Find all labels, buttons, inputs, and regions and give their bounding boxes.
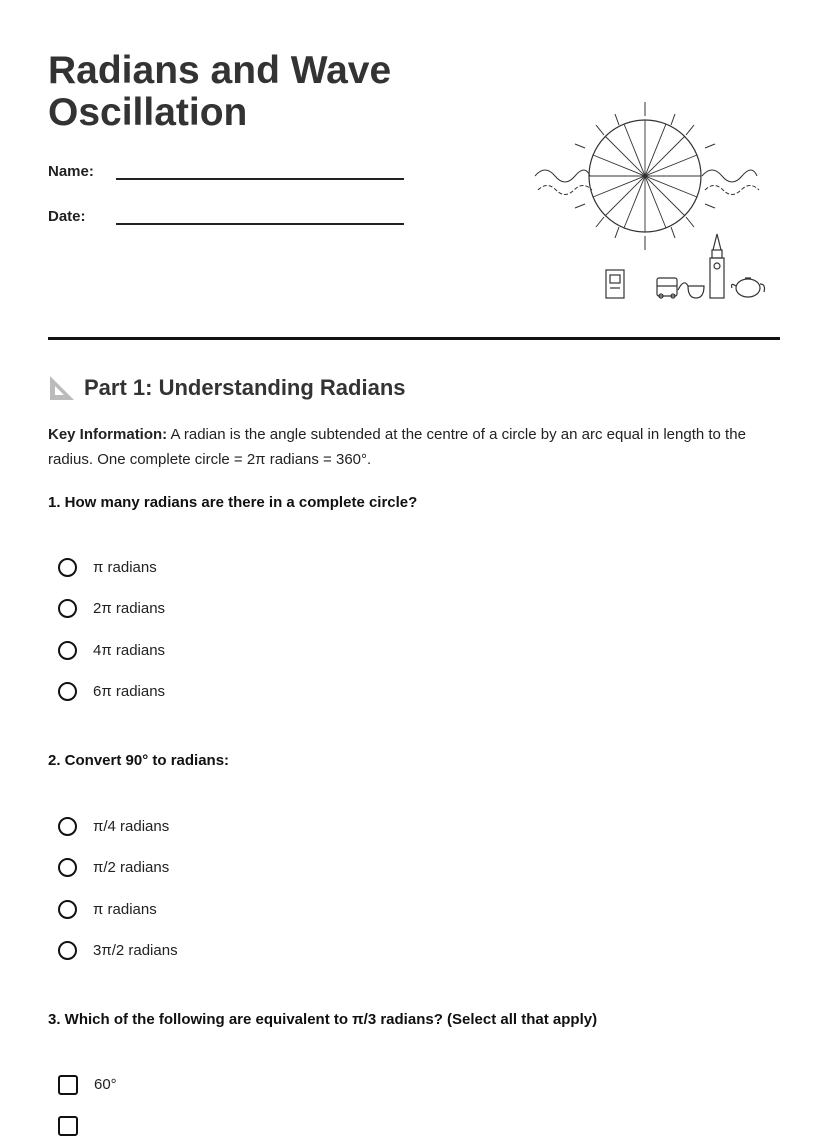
phone-box-icon	[606, 270, 624, 298]
checkbox[interactable]	[58, 1116, 78, 1136]
question-3-options	[58, 1064, 117, 1147]
worksheet-title: Radians and Wave Oscillation	[48, 49, 392, 134]
option-label: 60°	[94, 1076, 117, 1094]
option-q3-a[interactable]	[58, 1064, 117, 1105]
option-q2-c[interactable]	[58, 889, 178, 930]
option-label: 6π radians	[93, 683, 166, 701]
radio-button[interactable]	[58, 817, 77, 836]
key-information	[48, 422, 783, 472]
big-ben-icon	[710, 234, 724, 298]
part1-header	[48, 374, 406, 402]
checkbox[interactable]	[58, 1075, 78, 1095]
bus-icon	[657, 278, 677, 298]
radio-button[interactable]	[58, 900, 77, 919]
key-info-text: A radian is the angle subtended at the centre of a circle by an arc equal in length to the radius. One complete circle = 2π radians = 360°.	[48, 426, 746, 468]
option-label: π/2 radians	[93, 859, 170, 877]
date-field-row	[48, 205, 404, 225]
option-q2-b[interactable]	[58, 847, 178, 888]
option-label: 2π radians	[93, 600, 166, 618]
wheel-spokes	[589, 120, 701, 232]
option-q1-c[interactable]	[58, 630, 165, 671]
option-q1-a[interactable]	[58, 547, 165, 588]
option-label: π/4 radians	[93, 818, 170, 836]
header-divider	[48, 337, 780, 340]
radio-button[interactable]	[58, 941, 77, 960]
option-label: 3π/2 radians	[93, 942, 178, 960]
question-3: 3. Which of the following are equivalent to π/3 radians? (Select all that apply)	[48, 1011, 598, 1028]
radio-button[interactable]	[58, 599, 77, 618]
teapot-icon	[732, 278, 765, 297]
option-q2-a[interactable]	[58, 806, 178, 847]
set-square-icon	[48, 374, 76, 402]
radio-button[interactable]	[58, 558, 77, 577]
option-label: π radians	[93, 900, 157, 918]
ferris-wheel-illustration	[530, 100, 770, 305]
radio-button[interactable]	[58, 682, 77, 701]
name-field-row	[48, 160, 404, 180]
radio-button[interactable]	[58, 858, 77, 877]
name-input-line[interactable]	[116, 160, 404, 180]
option-label: π radians	[93, 559, 157, 577]
option-q2-d[interactable]	[58, 930, 178, 971]
option-q1-d[interactable]	[58, 671, 165, 712]
key-info-label: Key Information:	[48, 426, 168, 443]
radio-button[interactable]	[58, 641, 77, 660]
option-q3-b[interactable]	[58, 1105, 117, 1146]
question-2: 2. Convert 90° to radians:	[48, 752, 230, 769]
option-q1-b[interactable]	[58, 588, 165, 629]
date-label: Date:	[48, 208, 86, 225]
name-label: Name:	[48, 163, 94, 180]
date-input-line[interactable]	[116, 205, 404, 225]
question-1-options	[58, 547, 165, 712]
question-1: 1. How many radians are there in a complete circle?	[48, 494, 418, 511]
question-2-options	[58, 806, 178, 971]
part1-title: Part 1: Understanding Radians	[84, 375, 406, 400]
option-label: 4π radians	[93, 641, 166, 659]
teacup-icon	[678, 283, 704, 298]
